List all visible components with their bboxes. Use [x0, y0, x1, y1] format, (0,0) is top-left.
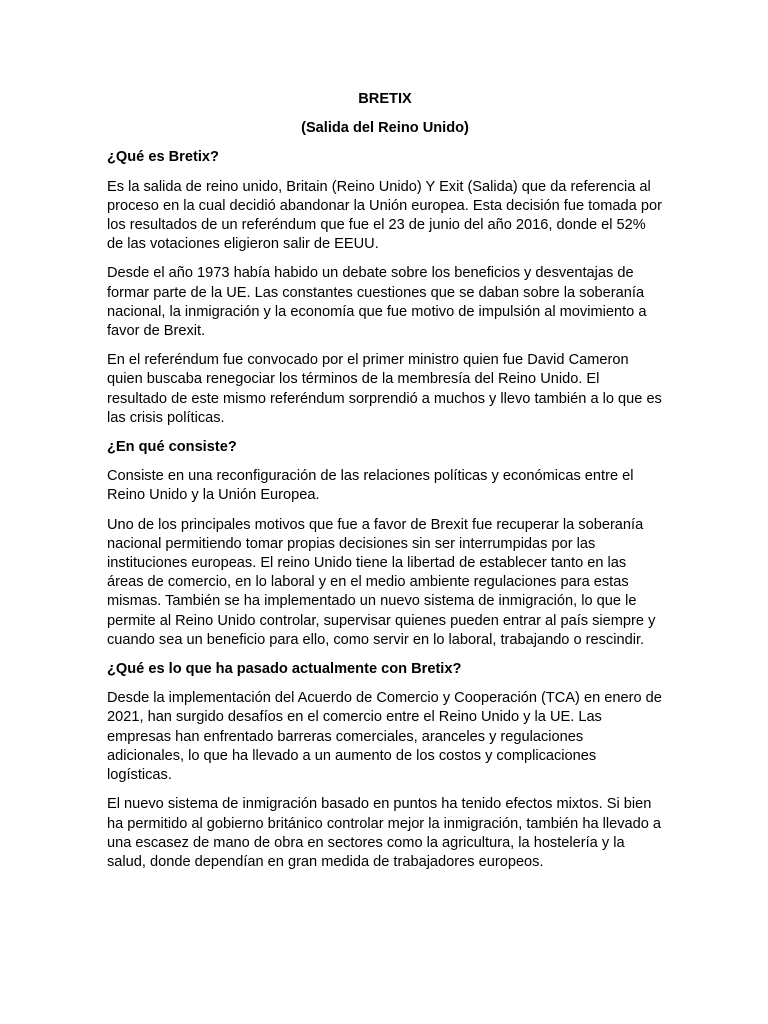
- document-page: [107, 90, 663, 872]
- section-heading-actualmente: ¿Qué es lo que ha pasado actualmente con Bretix?: [107, 661, 462, 678]
- document-title: BRETIX: [358, 91, 412, 107]
- section-heading-en-que-consiste: ¿En qué consiste?: [107, 439, 237, 456]
- paragraph: Desde la implementación del Acuerdo de Comercio y Cooperación (TCA) en enero de 2021, han surgido desafíos en el comercio entre el Reino Unido y la UE. Las empresas han enfrentado barreras comerciales, aranceles y regulaciones adicionales, lo que ha llevado a un aumento de los costos y complicaciones logísticas.: [107, 690, 662, 784]
- paragraph: En el referéndum fue convocado por el primer ministro quien fue David Cameron quien buscaba renegociar los términos de la membresía del Reino Unido. El resultado de este mismo referéndum sorprendió a muchos y llevo también a lo que es las crisis políticas.: [107, 352, 662, 426]
- paragraph: Es la salida de reino unido, Britain (Reino Unido) Y Exit (Salida) que da referencia al proceso en la cual decidió abandonar la Unión europea. Esta decisión fue tomada por los resultados de un referéndum que fue el 23 de junio del año 2016, donde el 52% de las votaciones eligieron salir de EEUU.: [107, 178, 662, 253]
- paragraph: Consiste en una reconfiguración de las relaciones políticas y económicas entre el Reino Unido y la Unión Europea.: [107, 468, 634, 504]
- paragraph: Uno de los principales motivos que fue a favor de Brexit fue recuperar la soberanía nacional permitiendo tomar propias decisiones sin ser interrumpidas por las instituciones europeas. El reino Unido tiene la libertad de establecer tanto en las áreas de comercio, en lo laboral y en el medio ambiente regulaciones para estas mismas. También se ha implementado un nuevo sistema de inmigración, lo que le permite al Reino Unido controlar, supervisar quienes pueden entrar al país siempre y cuando sea un beneficio para ello, como servir en lo laboral, trabajando o rescindir.: [107, 516, 656, 648]
- document-subtitle: (Salida del Reino Unido): [301, 120, 469, 137]
- paragraph: El nuevo sistema de inmigración basado en puntos ha tenido efectos mixtos. Si bien ha permitido al gobierno británico controlar mejor la inmigración, también ha llevado a una escasez de mano de obra en sectores como la agricultura, la hostelería y la salud, donde dependían en gran medida de trabajadores europeos.: [107, 796, 662, 870]
- paragraph: Desde el año 1973 había habido un debate sobre los beneficios y desventajas de formar parte de la UE. Las constantes cuestiones que se daban sobre la soberanía nacional, la inmigración y la economía que fue motivo de impulsión al movimiento a favor de Brexit.: [107, 265, 647, 340]
- section-heading-que-es: ¿Qué es Bretix?: [107, 149, 219, 166]
